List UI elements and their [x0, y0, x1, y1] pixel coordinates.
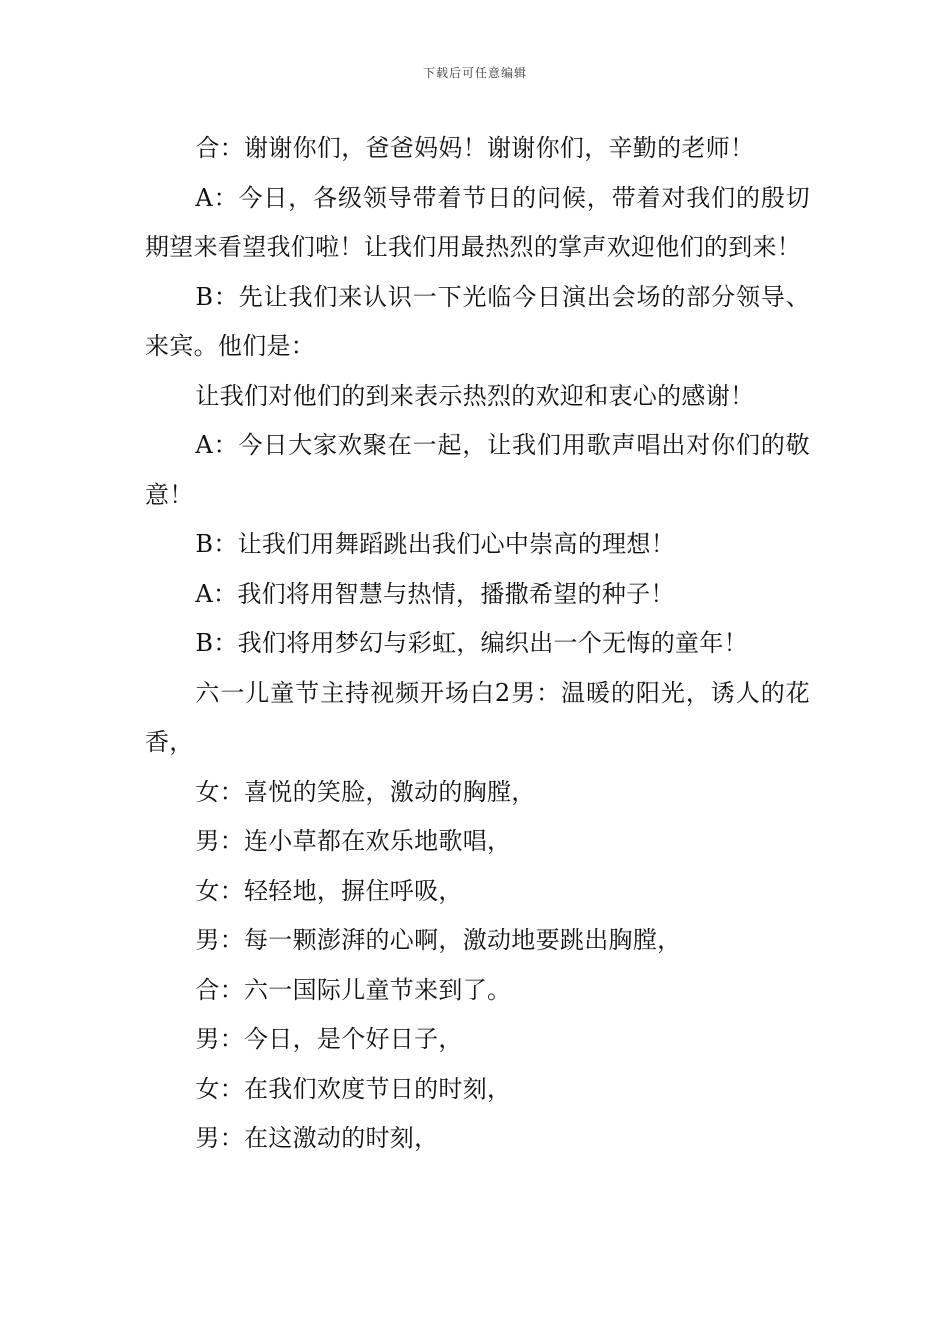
paragraph: 男：今日，是个好日子， — [195, 1025, 463, 1053]
paragraph: B：我们将用梦幻与彩虹，编织出一个无悔的童年！ — [195, 629, 748, 657]
paragraph: B：先让我们来认识一下光临今日演出会场的部分领导、来宾。他们是： — [145, 282, 810, 360]
paragraph: 女：在我们欢度节日的时刻， — [195, 1074, 512, 1103]
paragraph: 女：喜悦的笑脸，激动的胸膛， — [195, 777, 536, 806]
paragraph: 六一儿童节主持视频开场白2男：温暖的阳光，诱人的花香， — [145, 678, 810, 756]
paragraph: 男：每一颗澎湃的心啊，激动地要跳出胸膛， — [195, 926, 682, 954]
paragraph: B：让我们用舞蹈跳出我们心中崇高的理想！ — [195, 530, 676, 558]
paragraph: 男：连小草都在欢乐地歌唱， — [195, 827, 512, 855]
paragraph: 男：在这激动的时刻， — [195, 1124, 439, 1152]
paragraph: 合：谢谢你们，爸爸妈妈！谢谢你们，辛勤的老师！ — [195, 134, 755, 162]
paragraph: A：我们将用智慧与热情，播撒希望的种子！ — [195, 579, 675, 608]
document-body — [145, 124, 810, 1164]
page-header: 下载后可任意编辑 — [422, 66, 527, 80]
paragraph: 让我们对他们的到来表示热烈的欢迎和衷心的感谢！ — [195, 381, 755, 410]
paragraph: A：今日，各级领导带着节日的问候，带着对我们的殷切期望来看望我们啦！让我们用最热烈的掌声欢迎他们的到来！ — [145, 183, 810, 261]
paragraph: 女：轻轻地，摒住呼吸， — [195, 876, 463, 905]
paragraph: 合：六一国际儿童节来到了。 — [195, 975, 512, 1004]
paragraph: A：今日大家欢聚在一起，让我们用歌声唱出对你们的敬意！ — [145, 431, 810, 509]
